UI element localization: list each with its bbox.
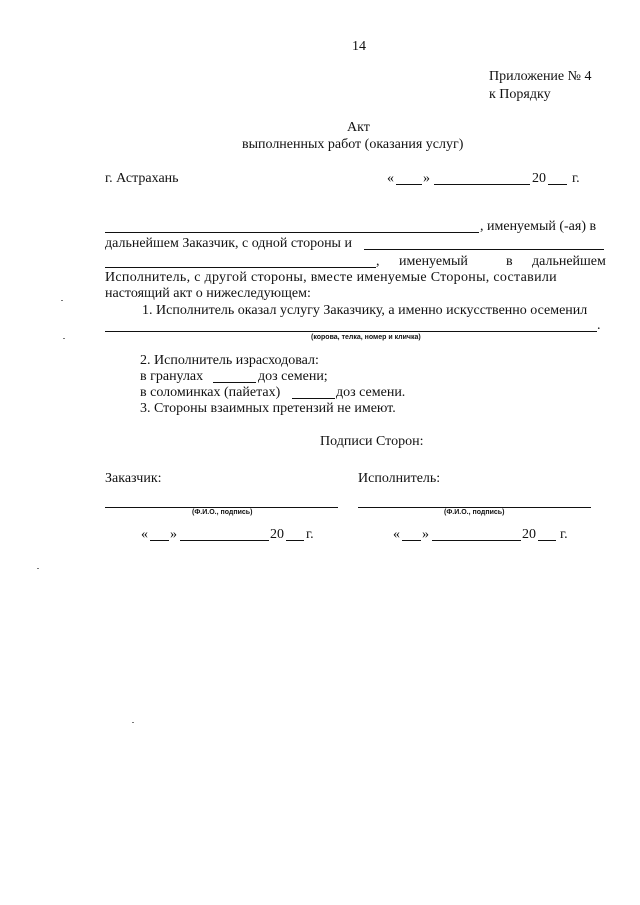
scan-speck (63, 338, 65, 339)
customer-date-year-suffix: г. (306, 527, 314, 542)
date-open-quote: « (387, 171, 394, 186)
executor-date-year-blank (538, 540, 556, 541)
date-year-blank (548, 184, 567, 185)
item-1-text: 1. Исполнитель оказал услугу Заказчику, а именно искусственно осеменил (142, 303, 588, 318)
customer-date-day-blank (150, 540, 169, 541)
executor-label: Исполнитель: (358, 471, 441, 486)
scan-speck (132, 722, 134, 723)
title-line-1: Акт (347, 120, 370, 135)
customer-date-year-blank (286, 540, 304, 541)
appendix-line-1: Приложение № 4 (489, 69, 592, 84)
customer-name-blank (105, 232, 479, 233)
page-number: 14 (352, 39, 366, 54)
date-day-blank (396, 184, 422, 185)
executor-date-month-blank (432, 540, 521, 541)
appendix-line-2: к Порядку (489, 87, 551, 102)
executor-blank-comma: , (376, 254, 380, 269)
customer-date-year-prefix: 20 (270, 527, 284, 542)
customer-line-text: дальнейшем Заказчик, с одной стороны и (105, 236, 352, 251)
item-1-end-dot: . (597, 318, 601, 333)
signatures-title: Подписи Сторон: (320, 434, 424, 449)
granules-label: в гранулах (140, 369, 204, 384)
customer-date-open-quote: « (141, 527, 148, 542)
executor-name-blank-2 (105, 267, 376, 268)
act-line-text: настоящий акт о нижеследующем: (105, 286, 311, 301)
straws-label: в соломинках (пайетах) (140, 385, 281, 400)
title-line-2: выполненных работ (оказания услуг) (242, 137, 464, 152)
customer-date-month-blank (180, 540, 269, 541)
item-2-heading: 2. Исполнитель израсходовал: (140, 353, 319, 368)
item-3-text: 3. Стороны взаимных претензий не имеют. (140, 401, 396, 416)
granules-unit: доз семени; (258, 369, 328, 384)
named-word: именуемый (399, 254, 468, 269)
customer-label: Заказчик: (105, 471, 162, 486)
executor-date-year-prefix: 20 (522, 527, 536, 542)
date-year-prefix: 20 (532, 171, 546, 186)
date-month-blank (434, 184, 530, 185)
straws-unit: доз семени. (336, 385, 406, 400)
executor-fio-caption: (Ф.И.О., подпись) (444, 509, 505, 516)
in-word: в (506, 254, 513, 269)
executor-signature-line (358, 507, 591, 508)
further-word: дальнейшем (532, 254, 606, 269)
city: г. Астрахань (105, 171, 179, 186)
executor-date-year-suffix: г. (560, 527, 568, 542)
scan-speck (37, 568, 39, 569)
named-customer-text: , именуемый (-ая) в (480, 219, 597, 234)
executor-date-close-quote: » (422, 527, 429, 542)
executor-date-open-quote: « (393, 527, 400, 542)
executor-line-text: Исполнитель, с другой стороны, вместе именуемые Стороны, составили (105, 270, 557, 285)
straws-blank (292, 398, 335, 399)
customer-date-close-quote: » (170, 527, 177, 542)
date-year-suffix: г. (572, 171, 580, 186)
granules-blank (213, 382, 256, 383)
scan-speck (61, 300, 63, 301)
executor-date-day-blank (402, 540, 421, 541)
executor-name-blank-1 (364, 249, 604, 250)
customer-fio-caption: (Ф.И.О., подпись) (192, 509, 253, 516)
date-close-quote: » (423, 171, 430, 186)
customer-signature-line (105, 507, 338, 508)
animal-blank (105, 331, 597, 332)
animal-caption: (корова, телка, номер и кличка) (311, 334, 421, 341)
